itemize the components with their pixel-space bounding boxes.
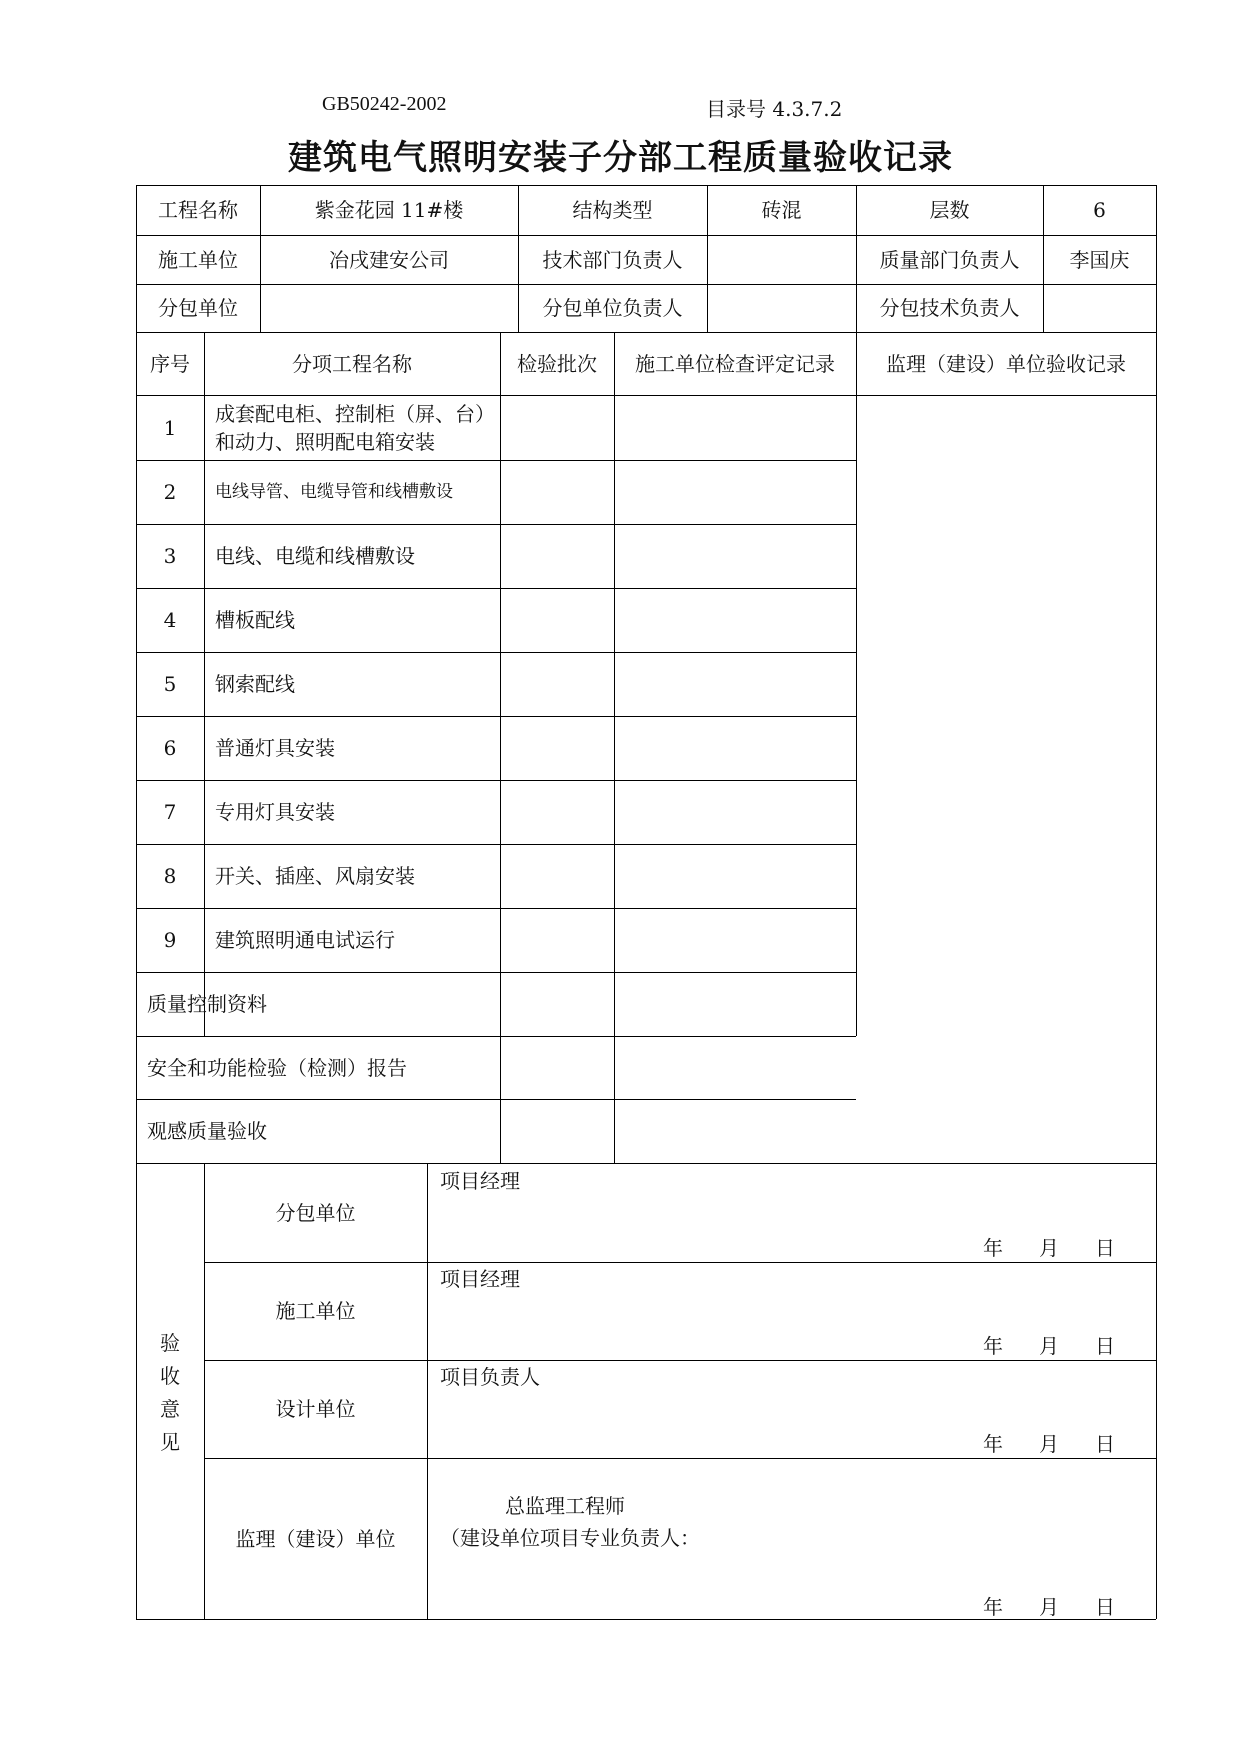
item-seq: 8 bbox=[163, 864, 177, 888]
item-name-line: 成套配电柜、控制柜（屏、台） bbox=[215, 401, 495, 426]
item-name-header: 分项工程名称 bbox=[292, 351, 412, 376]
item-name: 电线、电缆和线槽敷设 bbox=[215, 544, 415, 568]
project-name-value: 紫金花园 11#楼 bbox=[314, 198, 464, 222]
signer-label: 项目经理 bbox=[440, 1267, 520, 1291]
acceptance-unit-construction: 施工单位 bbox=[275, 1299, 356, 1323]
date-month: 月 bbox=[1039, 1236, 1059, 1260]
supervisor-record-header: 监理（建设）单位验收记录 bbox=[886, 351, 1126, 376]
quality-manager-label: 质量部门负责人 bbox=[879, 247, 1020, 272]
item-seq: 4 bbox=[163, 608, 177, 632]
signature-date[interactable] bbox=[983, 1591, 1115, 1620]
appearance-quality-label: 观感质量验收 bbox=[147, 1119, 267, 1143]
side-label-char: 意 bbox=[160, 1397, 180, 1421]
date-month: 月 bbox=[1039, 1334, 1059, 1358]
construction-unit-value: 冶戌建安公司 bbox=[329, 247, 449, 272]
floors-label: 层数 bbox=[929, 198, 970, 222]
construction-unit-label: 施工单位 bbox=[158, 247, 238, 272]
signature-date[interactable] bbox=[983, 1428, 1115, 1457]
side-label-char: 见 bbox=[160, 1430, 180, 1454]
quality-manager-value: 李国庆 bbox=[1069, 247, 1130, 272]
structure-type-value: 砖混 bbox=[761, 198, 802, 222]
date-day: 日 bbox=[1095, 1432, 1115, 1456]
signer-label: 项目负责人 bbox=[440, 1365, 540, 1389]
item-seq: 9 bbox=[163, 928, 177, 952]
item-seq: 1 bbox=[163, 415, 177, 440]
side-label-char: 验 bbox=[160, 1331, 180, 1355]
project-name-label: 工程名称 bbox=[158, 198, 238, 222]
item-name: 钢索配线 bbox=[215, 672, 295, 696]
contractor-record-header: 施工单位检查评定记录 bbox=[635, 351, 835, 376]
subcontractor-tech-label: 分包技术负责人 bbox=[879, 296, 1020, 320]
signer-label: 总监理工程师 bbox=[505, 1494, 625, 1518]
item-seq: 3 bbox=[163, 544, 177, 568]
floors-value: 6 bbox=[1093, 198, 1106, 222]
item-name: 建筑照明通电试运行 bbox=[215, 928, 395, 952]
acceptance-opinion-side-label bbox=[136, 1327, 204, 1459]
date-month: 月 bbox=[1039, 1595, 1059, 1619]
item-seq: 6 bbox=[163, 736, 177, 760]
item-name: 开关、插座、风扇安装 bbox=[215, 864, 415, 888]
date-year: 年 bbox=[983, 1595, 1003, 1619]
item-name: 专用灯具安装 bbox=[215, 800, 335, 824]
acceptance-unit-design: 设计单位 bbox=[275, 1397, 356, 1421]
tech-manager-value[interactable] bbox=[707, 235, 856, 284]
item-name: 普通灯具安装 bbox=[215, 736, 335, 760]
subcontractor-label: 分包单位 bbox=[158, 296, 238, 320]
structure-type-label: 结构类型 bbox=[572, 198, 653, 222]
quality-control-docs-label: 质量控制资料 bbox=[147, 992, 267, 1016]
signer-label: 项目经理 bbox=[440, 1169, 520, 1193]
date-day: 日 bbox=[1095, 1334, 1115, 1358]
side-label-char: 收 bbox=[160, 1364, 180, 1388]
item-name: 电线导管、电缆导管和线槽敷设 bbox=[215, 482, 453, 502]
tech-manager-label: 技术部门负责人 bbox=[542, 247, 683, 272]
acceptance-unit-supervisor: 监理（建设）单位 bbox=[235, 1526, 396, 1551]
subcontractor-tech-value[interactable] bbox=[1043, 284, 1156, 332]
item-name bbox=[215, 395, 500, 460]
date-year: 年 bbox=[983, 1334, 1003, 1358]
item-name: 槽板配线 bbox=[215, 608, 295, 632]
seq-header: 序号 bbox=[150, 351, 190, 376]
signature-date[interactable] bbox=[983, 1232, 1115, 1261]
acceptance-unit-subcontractor: 分包单位 bbox=[275, 1200, 356, 1225]
subcontractor-manager-label: 分包单位负责人 bbox=[542, 296, 683, 320]
signature-date[interactable] bbox=[983, 1330, 1115, 1359]
date-year: 年 bbox=[983, 1236, 1003, 1260]
standard-code: GB50242-2002 bbox=[322, 93, 447, 115]
subcontractor-value[interactable] bbox=[260, 284, 518, 332]
safety-function-report-label: 安全和功能检验（检测）报告 bbox=[147, 1055, 407, 1080]
batches-header: 检验批次 bbox=[517, 351, 597, 376]
signer-label-secondary: （建设单位项目专业负责人： bbox=[440, 1526, 700, 1550]
date-day: 日 bbox=[1095, 1595, 1115, 1619]
catalog-number: 目录号 4.3.7.2 bbox=[706, 97, 843, 121]
document-title: 建筑电气照明安装子分部工程质量验收记录 bbox=[288, 138, 953, 178]
item-seq: 7 bbox=[163, 800, 177, 824]
item-name-line: 和动力、照明配电箱安装 bbox=[215, 429, 435, 454]
item-seq: 5 bbox=[163, 672, 177, 696]
date-year: 年 bbox=[983, 1432, 1003, 1456]
subcontractor-manager-value[interactable] bbox=[707, 284, 856, 332]
item-seq: 2 bbox=[163, 480, 177, 504]
date-day: 日 bbox=[1095, 1236, 1115, 1260]
date-month: 月 bbox=[1039, 1432, 1059, 1456]
